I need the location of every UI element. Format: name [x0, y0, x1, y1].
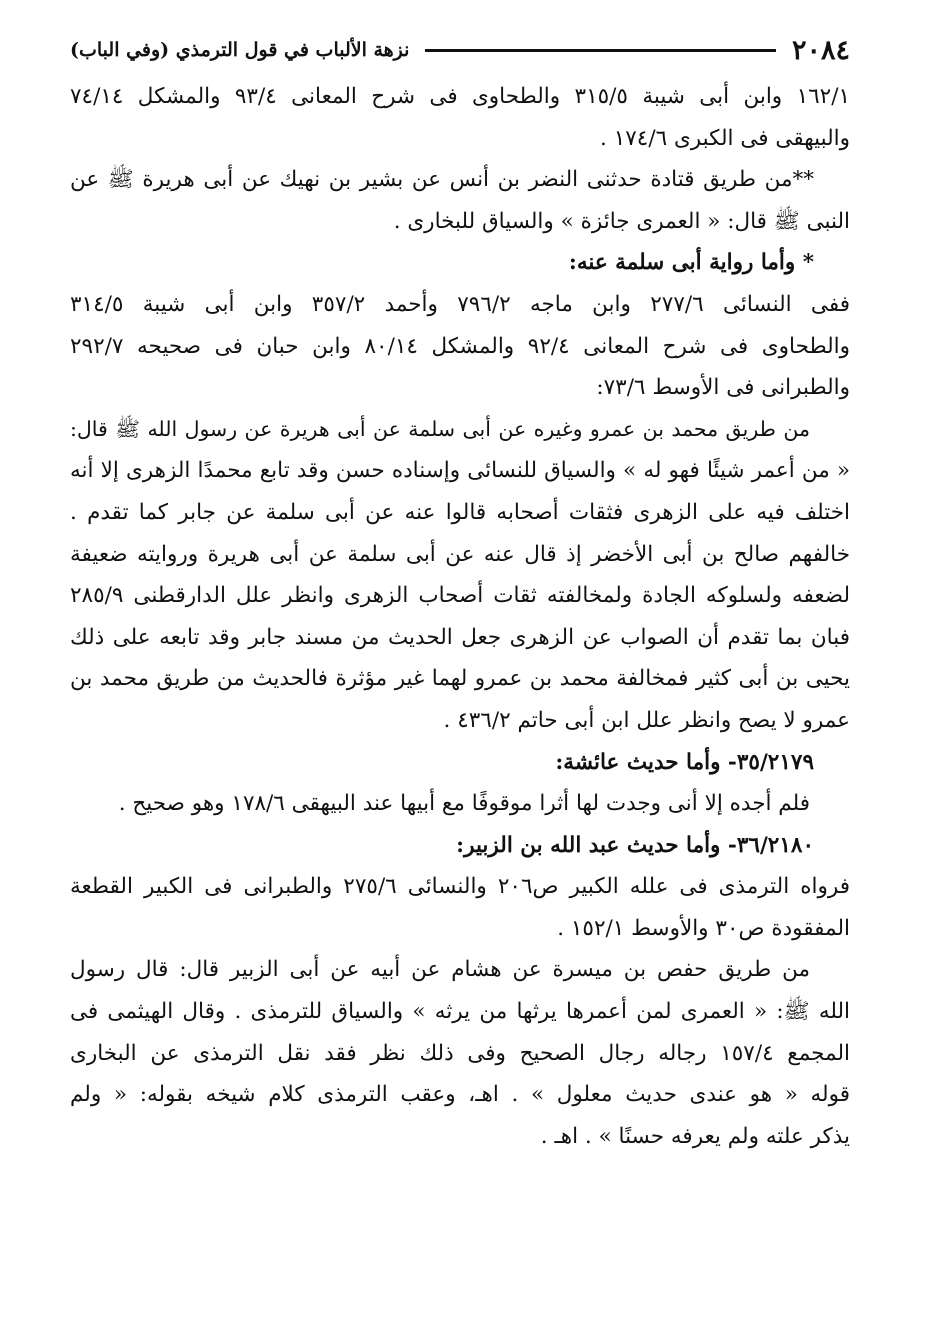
text-line: يحيى بن أبى كثير فمخالفة محمد بن عمرو لهما غير مؤثرة فالحديث من طريق محمد بن: [70, 666, 850, 692]
text-line: من طريق حفص بن ميسرة عن هشام عن أبيه عن أبى الزبير قال: قال رسول: [70, 957, 810, 983]
text-line: عمرو لا يصح وانظر علل ابن أبى حاتم ٤٣٦/٢ .: [443, 707, 850, 733]
text-line: ١٦٢/١ وابن أبى شيبة ٣١٥/٥ والطحاوى فى شرح المعانى ٩٣/٤ والمشكل ٧٤/١٤: [70, 84, 850, 109]
text-line: قوله « هو عندى حديث معلول » . اهـ، وعقب الترمذى كلام شيخه بقوله: « ولم: [70, 1082, 850, 1108]
text-line: « من أعمر شيئًا فهو له » والسياق للنسائى وإسناده حسن وقد تابع محمدًا الزهرى إلا أنه: [70, 458, 850, 484]
text-line: خالفهم صالح بن أبى الأخضر إذ قال عنه عن أبى سلمة عن أبى هريرة وروايته ضعيفة: [70, 541, 850, 567]
page-body: [70, 76, 850, 1157]
text-line: ففى النسائى ٢٧٧/٦ وابن ماجه ٧٩٦/٢ وأحمد ٣٥٧/٢ وابن أبى شيبة ٣١٤/٥: [70, 291, 850, 317]
text-line: والبيهقى فى الكبرى ١٧٤/٦ .: [600, 125, 850, 151]
running-title: نزهة الألباب في قول الترمذي (وفي الباب): [70, 39, 410, 61]
text-line: فلم أجده إلا أنى وجدت لها أثرا موقوفًا مع أبيها عند البيهقى ١٧٨/٦ وهو صحيح .: [118, 791, 810, 817]
text-line: يذكر علته ولم يعرفه حسنًا » . اهـ .: [540, 1123, 850, 1149]
text-line: اختلف فيه على الزهرى فثقات أصحابه قالوا عنه عن أبى سلمة عن جابر كما تقدم .: [70, 499, 850, 525]
section-heading: * وأما رواية أبى سلمة عنه:: [568, 250, 814, 276]
text-line: المفقودة ص٣٠ والأوسط ١٥٢/١ .: [557, 915, 850, 941]
text-line: المجمع ١٥٧/٤ رجاله رجال الصحيح وفى ذلك نظر فقد نقل الترمذى عن البخارى: [70, 1040, 850, 1066]
text-line: فبان بما تقدم أن الصواب عن الزهرى جعل الحديث من مسند جابر وقد تابعه على ذلك: [70, 624, 850, 650]
text-line: فرواه الترمذى فى علله الكبير ص٢٠٦ والنسائى ٢٧٥/٦ والطبرانى فى الكبير القطعة: [70, 874, 850, 900]
header-rule: [425, 49, 776, 52]
text-line: من طريق محمد بن عمرو وغيره عن أبى سلمة عن أبى هريرة عن رسول الله ﷺ قال:: [70, 416, 810, 441]
page-number: ٢٠٨٤: [791, 34, 850, 66]
text-line: النبى ﷺ قال: « العمرى جائزة » والسياق للبخارى .: [393, 208, 850, 234]
text-line: والطحاوى فى شرح المعانى ٩٢/٤ والمشكل ٨٠/١٤ وابن حبان فى صحيحه ٢٩٢/٧: [70, 333, 850, 359]
section-heading: ٣٥/٢١٧٩- وأما حديث عائشة:: [555, 749, 814, 775]
text-line: لضعفه ولسلوكه الجادة ولمخالفته ثقات أصحاب الزهرى وانظر علل الدارقطنى ٢٨٥/٩: [70, 583, 850, 609]
book-page: [70, 30, 850, 1325]
section-heading: ٣٦/٢١٨٠- وأما حديث عبد الله بن الزبير:: [456, 832, 814, 858]
text-line: الله ﷺ: « العمرى لمن أعمرها يرثها من يرثه » والسياق للترمذى . وقال الهيثمى فى: [70, 999, 850, 1025]
text-line: **من طريق قتادة حدثنى النضر بن أنس عن بشير بن نهيك عن أبى هريرة ﷺ عن: [70, 167, 814, 193]
text-line: والطبرانى فى الأوسط ٧٣/٦:: [596, 375, 850, 401]
page-header: [70, 30, 850, 70]
